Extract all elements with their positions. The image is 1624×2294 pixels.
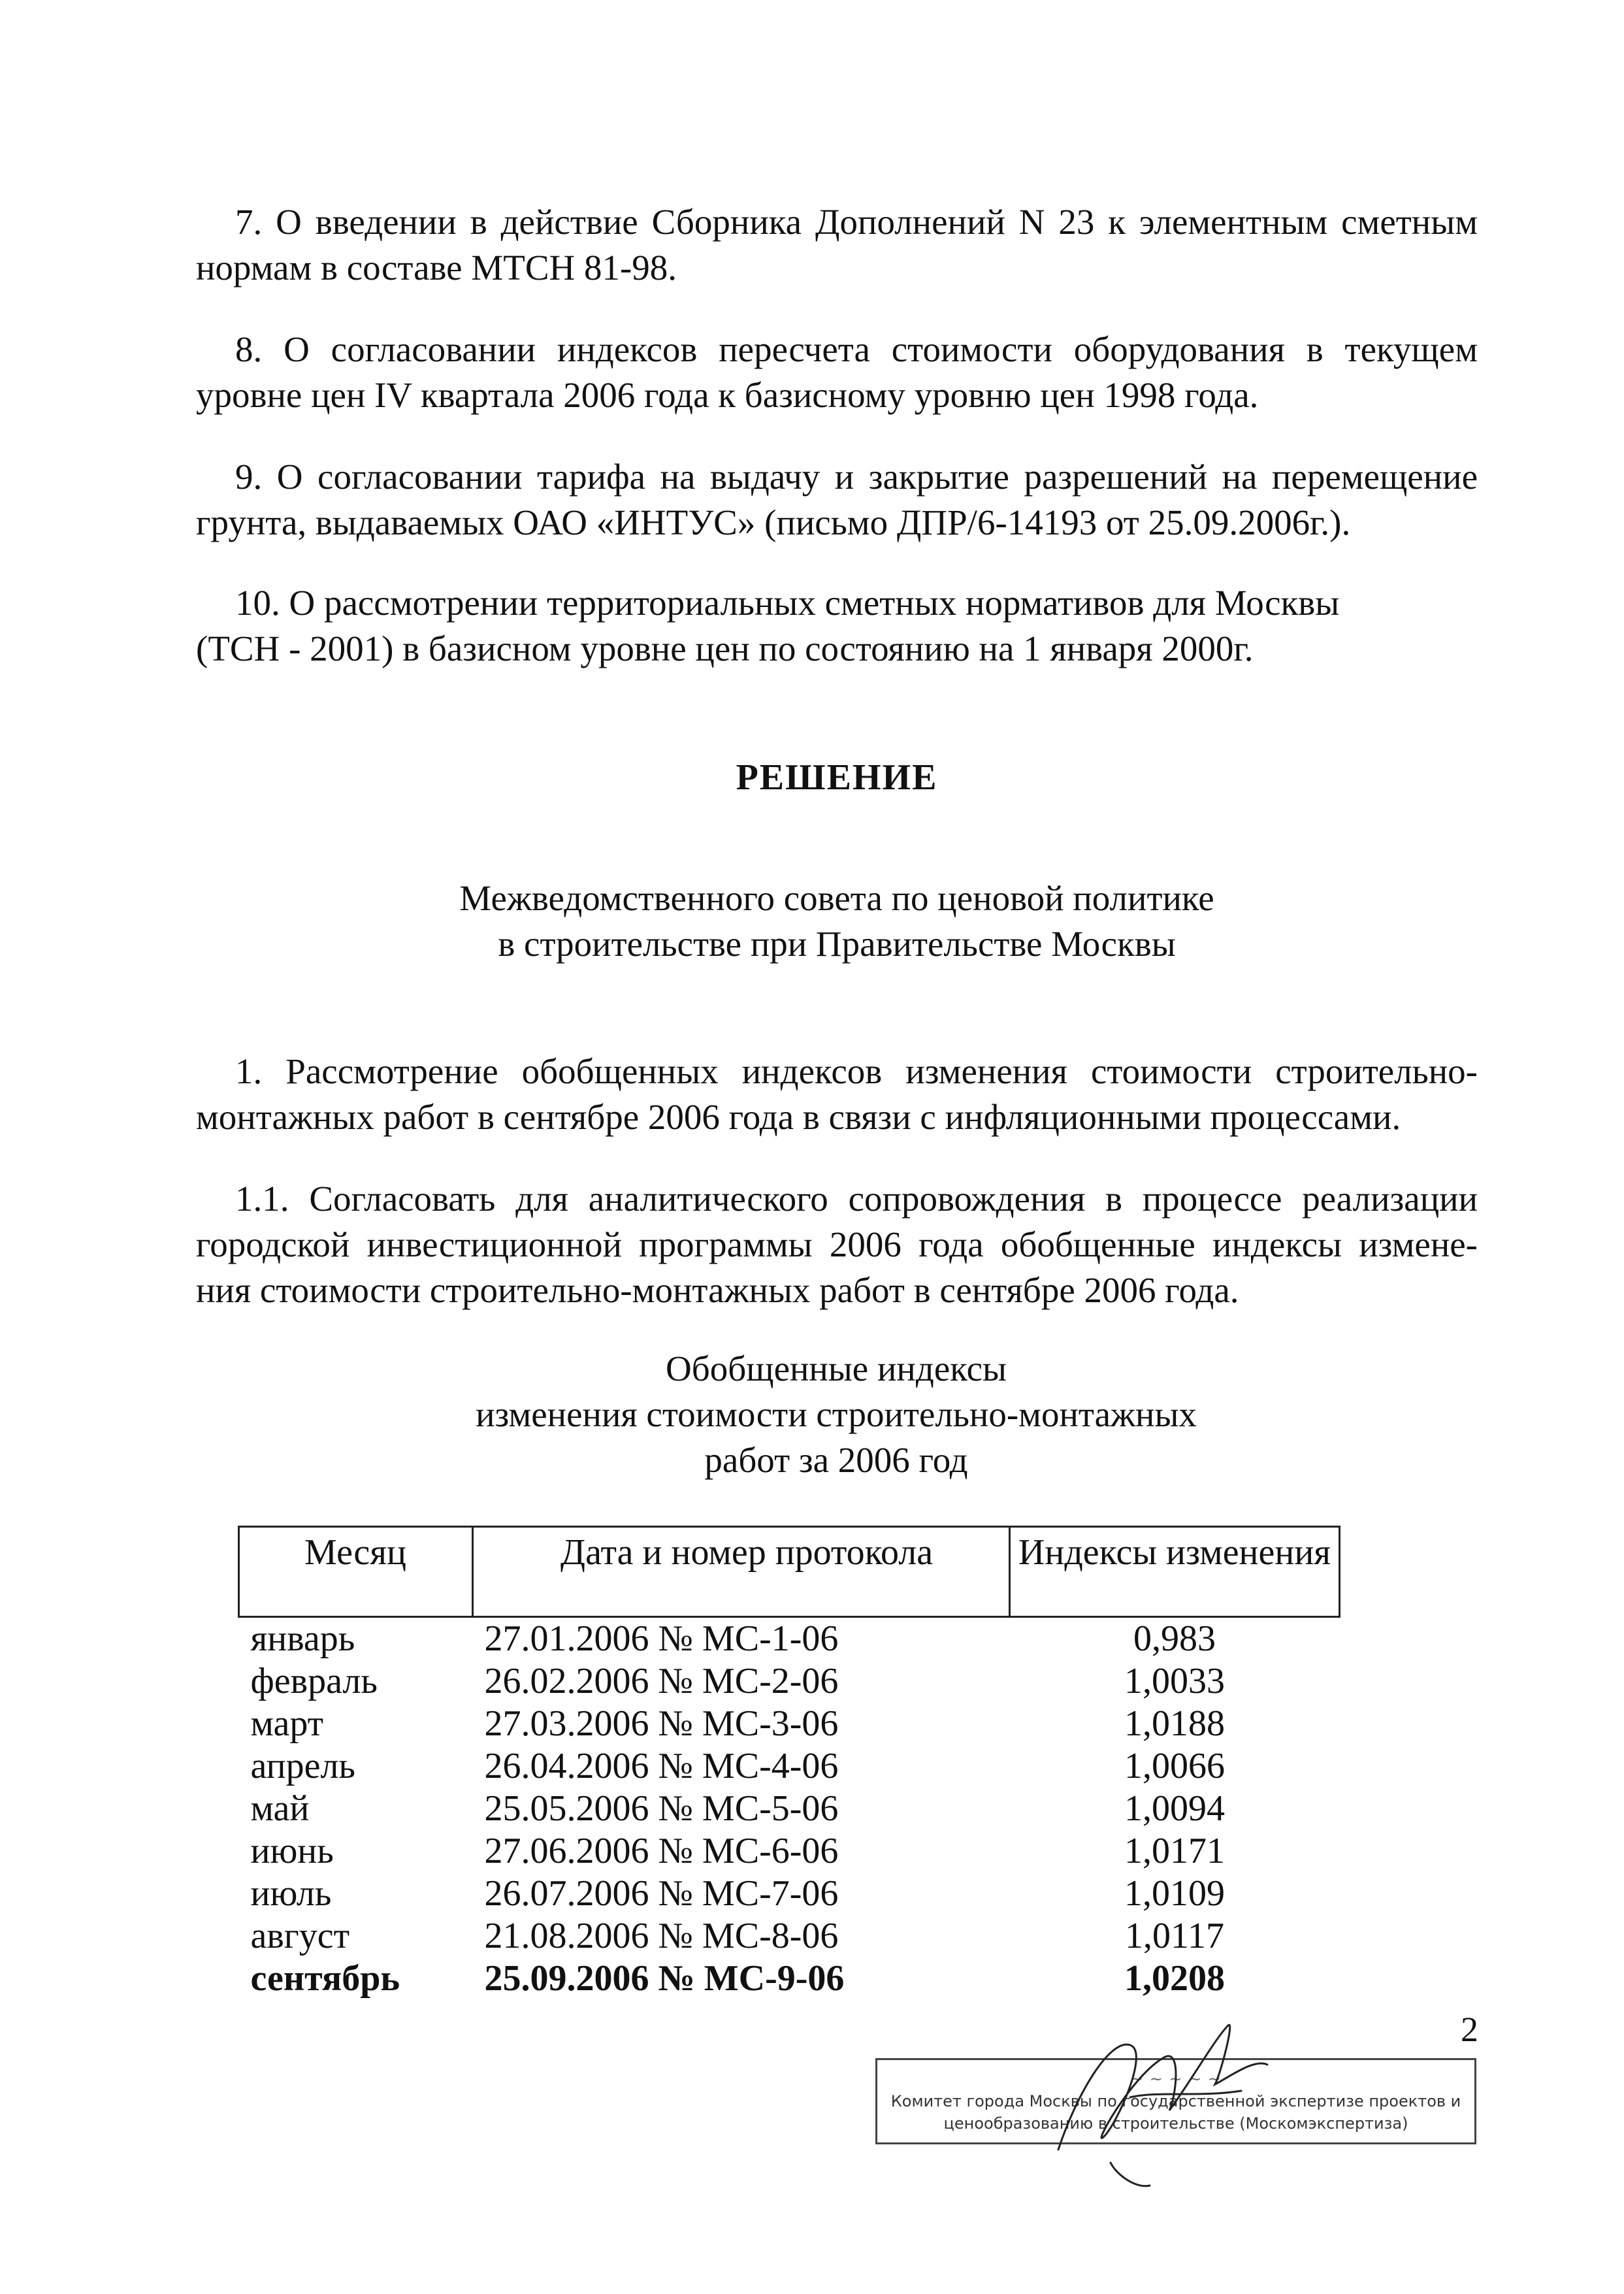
- header-protocol: Дата и номер протокола: [473, 1527, 1010, 1617]
- section-1: [196, 1049, 1478, 1140]
- table-title-line2: изменения стоимости строительно-монтажных: [476, 1394, 1197, 1434]
- table-row: [239, 1745, 1340, 1788]
- table-row-highlighted: [239, 1958, 1340, 2000]
- cell-month: сентябрь: [250, 1958, 400, 1999]
- cell-month: март: [250, 1703, 324, 1744]
- cell-protocol: 25.09.2006 № МС-9-06: [484, 1958, 845, 1999]
- table-row: [239, 1830, 1340, 1873]
- cell-protocol: 26.02.2006 № МС-2-06: [484, 1661, 839, 1701]
- cell-index: 1,0066: [1124, 1746, 1225, 1786]
- cell-month: февраль: [250, 1661, 378, 1701]
- decision-subtitle-line2: в строительстве при Правительстве Москвы: [498, 924, 1176, 964]
- section-1-1-line2: городской инвестиционной программы 2006 года обобщенные индексы измене-: [196, 1224, 1478, 1264]
- cell-index: 1,0171: [1124, 1831, 1225, 1871]
- indices-table: [238, 1526, 1340, 2000]
- header-month: Месяц: [239, 1527, 473, 1617]
- table-title: [196, 1346, 1476, 1483]
- page-number: 2: [1461, 2010, 1478, 2049]
- agenda-item-8: [196, 327, 1478, 418]
- handwritten-signature: [1019, 1999, 1307, 2195]
- agenda-item-8-line2: уровне цен IV квартала 2006 года к базисному уровню цен 1998 года.: [196, 375, 1259, 415]
- cell-month: июль: [250, 1873, 332, 1914]
- table-row: [239, 1873, 1340, 1915]
- table-row: [239, 1788, 1340, 1830]
- table-row: [239, 1617, 1340, 1661]
- agenda-item-8-line1: 8. О согласовании индексов пересчета стоимости оборудования в текущем: [235, 329, 1478, 369]
- table-row: [239, 1703, 1340, 1745]
- cell-month: апрель: [250, 1746, 355, 1786]
- table-title-line1: Обобщенные индексы: [666, 1349, 1007, 1388]
- section-1-line2: монтажных работ в сентябре 2006 года в связи с инфляционными процессами.: [196, 1097, 1401, 1137]
- agenda-item-9-line1: 9. О согласовании тарифа на выдачу и закрытие разрешений на перемещение: [235, 457, 1478, 497]
- table-row: [239, 1915, 1340, 1958]
- stamp-header-marks: ~ ~ ~ ~ ~: [1129, 2070, 1222, 2088]
- table-header-row: [239, 1527, 1340, 1617]
- cell-index: 1,0033: [1124, 1661, 1225, 1701]
- cell-month: июнь: [250, 1831, 334, 1871]
- agenda-item-7-line2: нормам в составе МТСН 81-98.: [196, 248, 677, 287]
- cell-index: 1,0188: [1124, 1703, 1225, 1744]
- cell-protocol: 25.05.2006 № МС-5-06: [484, 1788, 839, 1829]
- section-1-1-line3: ния стоимости строительно-монтажных работ в сентябре 2006 года.: [196, 1270, 1239, 1310]
- cell-protocol: 27.06.2006 № МС-6-06: [484, 1831, 839, 1871]
- section-1-1: [196, 1176, 1478, 1313]
- decision-heading: РЕШЕНИЕ: [736, 757, 938, 798]
- agenda-item-7: [196, 199, 1478, 291]
- cell-index: 1,0117: [1125, 1916, 1224, 1956]
- agenda-item-10-line2: (ТСН - 2001) в базисном уровне цен по состоянию на 1 января 2000г.: [196, 629, 1254, 668]
- cell-protocol: 27.03.2006 № МС-3-06: [484, 1703, 839, 1744]
- table-title-line3: работ за 2006 год: [704, 1440, 968, 1480]
- cell-index: 1,0208: [1124, 1958, 1225, 1999]
- cell-month: август: [250, 1916, 350, 1956]
- cell-index: 1,0094: [1124, 1788, 1225, 1829]
- section-1-1-line1: 1.1. Согласовать для аналитического сопровождения в процессе реализации: [235, 1179, 1478, 1219]
- cell-index: 1,0109: [1124, 1873, 1225, 1914]
- agenda-item-7-line1: 7. О введении в действие Сборника Дополнений N 23 к элементным сметным: [235, 202, 1478, 242]
- cell-protocol: 27.01.2006 № МС-1-06: [484, 1618, 839, 1659]
- cell-month: май: [250, 1788, 310, 1829]
- cell-month: январь: [250, 1618, 355, 1659]
- stamp-line1: Комитет города Москвы по государственной экспертизе проектов и: [890, 2092, 1461, 2110]
- table-row: [239, 1660, 1340, 1703]
- agenda-item-9: [196, 454, 1478, 546]
- cell-protocol: 26.07.2006 № МС-7-06: [484, 1873, 839, 1914]
- header-index: Индексы изменения: [1010, 1527, 1340, 1617]
- cell-protocol: 26.04.2006 № МС-4-06: [484, 1746, 839, 1786]
- cell-index: 0,983: [1133, 1618, 1216, 1659]
- agenda-item-9-line2: грунта, выдаваемых ОАО «ИНТУС» (письмо ДПР/6-14193 от 25.09.2006г.).: [196, 502, 1351, 542]
- decision-subtitle: [196, 876, 1478, 967]
- stamp-line2: ценообразованию в строительстве (Москомэкспертиза): [943, 2114, 1408, 2133]
- section-1-line1: 1. Рассмотрение обобщенных индексов изменения стоимости строительно-: [235, 1051, 1478, 1091]
- decision-subtitle-line1: Межведомственного совета по ценовой политике: [459, 878, 1214, 918]
- agenda-item-10: [196, 580, 1478, 672]
- cell-protocol: 21.08.2006 № МС-8-06: [484, 1916, 839, 1956]
- agenda-item-10-line1: 10. О рассмотрении территориальных сметных нормативов для Москвы: [235, 583, 1340, 623]
